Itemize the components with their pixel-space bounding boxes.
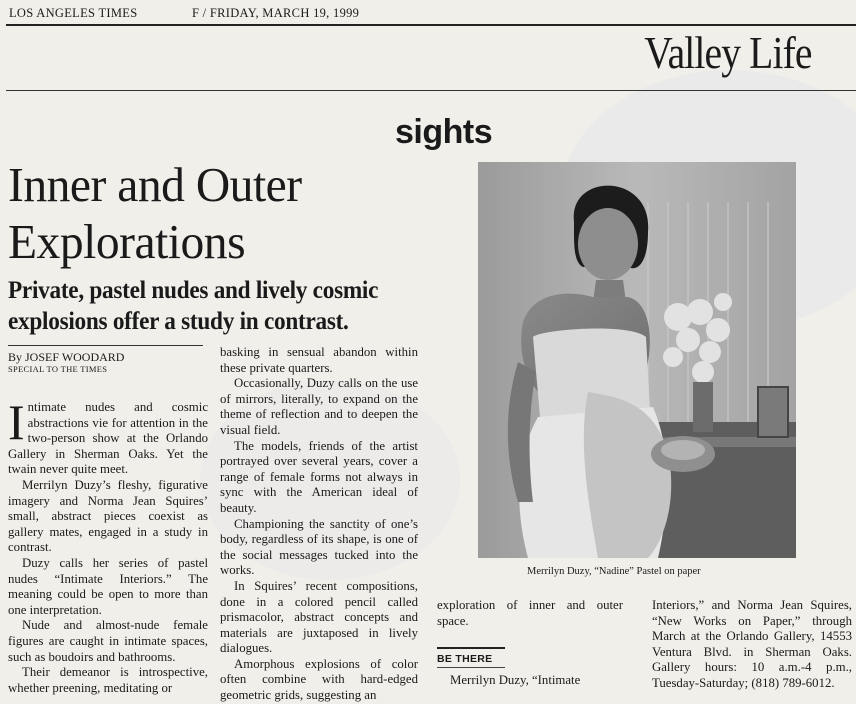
author-credit: SPECIAL TO THE TIMES	[8, 364, 108, 374]
body-column-3	[437, 598, 623, 629]
headline: Inner and Outer Explorations	[8, 157, 302, 269]
body-column-1	[8, 394, 208, 696]
paragraph: basking in sensual abandon within these private quarters.	[220, 345, 418, 375]
paragraph: Occasionally, Duzy calls on the use of mirrors, literally, to expand on the theme of reflection and to deepen the visual field.	[220, 376, 418, 437]
section-title: Valley Life	[644, 27, 812, 78]
deck-subheadline: Private, pastel nudes and lively cosmic explosions offer a study in contrast.	[8, 277, 379, 335]
body-column-4	[652, 598, 852, 692]
date-line: F / FRIDAY, MARCH 19, 1999	[192, 6, 360, 20]
kicker: sights	[395, 113, 493, 151]
paragraph: Nude and almost-nude female figures are caught in intimate spaces, such as boudoirs and bathrooms.	[8, 618, 208, 664]
be-there-text: Merrilyn Duzy, “Intimate	[450, 673, 581, 687]
byline-prefix: By	[8, 350, 23, 364]
paragraph: Interiors,” and Norma Jean Squires, “New Works on Paper,” through March at the Orlando Gallery, 14553 Ventura Blvd. in Sherman Oaks. Gallery hours: 10 a.m.-4 p.m., Tuesday-Saturday; (818) 789-6012.	[652, 598, 852, 690]
paragraph: Championing the sanctity of one’s body, regardless of its shape, is one of the social messages tucked into the works.	[220, 516, 418, 578]
paragraph: Duzy calls her series of pastel nudes “Intimate Interiors.” The meaning could be open to more than one interpretation.	[8, 555, 208, 617]
section-rule	[6, 90, 856, 91]
author-name: JOSEF WOODARD	[25, 350, 125, 364]
photo-caption: Merrilyn Duzy, “Nadine” Pastel on paper	[527, 566, 701, 577]
byline	[8, 351, 124, 363]
be-there-rule	[437, 667, 505, 668]
top-rule	[6, 24, 856, 26]
paragraph-text: ntimate nudes and cosmic abstractions vie for attention in the two-person show at the Orlando Gallery in Sherman Oaks. Yet the twain never quite meet.	[8, 400, 208, 477]
byline-rule	[8, 345, 203, 346]
paragraph: Amorphous explosions of color often combine with hard-edged geometric grids, suggesting an	[220, 656, 418, 703]
paragraph: exploration of inner and outer space.	[437, 598, 623, 628]
paragraph: In Squires’ recent compositions, done in a colored pencil called prismacolor, abstract concepts and materials are juxtaposed in lively dialogues.	[220, 578, 418, 656]
portrait-illustration	[478, 162, 796, 558]
drop-cap: I	[8, 394, 25, 450]
body-column-2	[220, 345, 418, 704]
paragraph: Merrilyn Duzy’s fleshy, figurative imagery and Norma Jean Squires’ small, abstract pieces coexist as gallery mates, engaged in a study in contrast.	[8, 477, 208, 555]
be-there-label: BE THERE	[437, 653, 493, 665]
paragraph: The models, friends of the artist portrayed over several years, cover a range of female forms not always in sync with the American ideal of beauty.	[220, 438, 418, 515]
paragraph: Their demeanor is introspective, whether preening, meditating or	[8, 665, 208, 695]
newspaper-name: LOS ANGELES TIMES	[9, 6, 138, 20]
artwork-photo	[478, 162, 796, 558]
paragraph	[8, 394, 208, 478]
be-there-rule	[437, 647, 505, 649]
